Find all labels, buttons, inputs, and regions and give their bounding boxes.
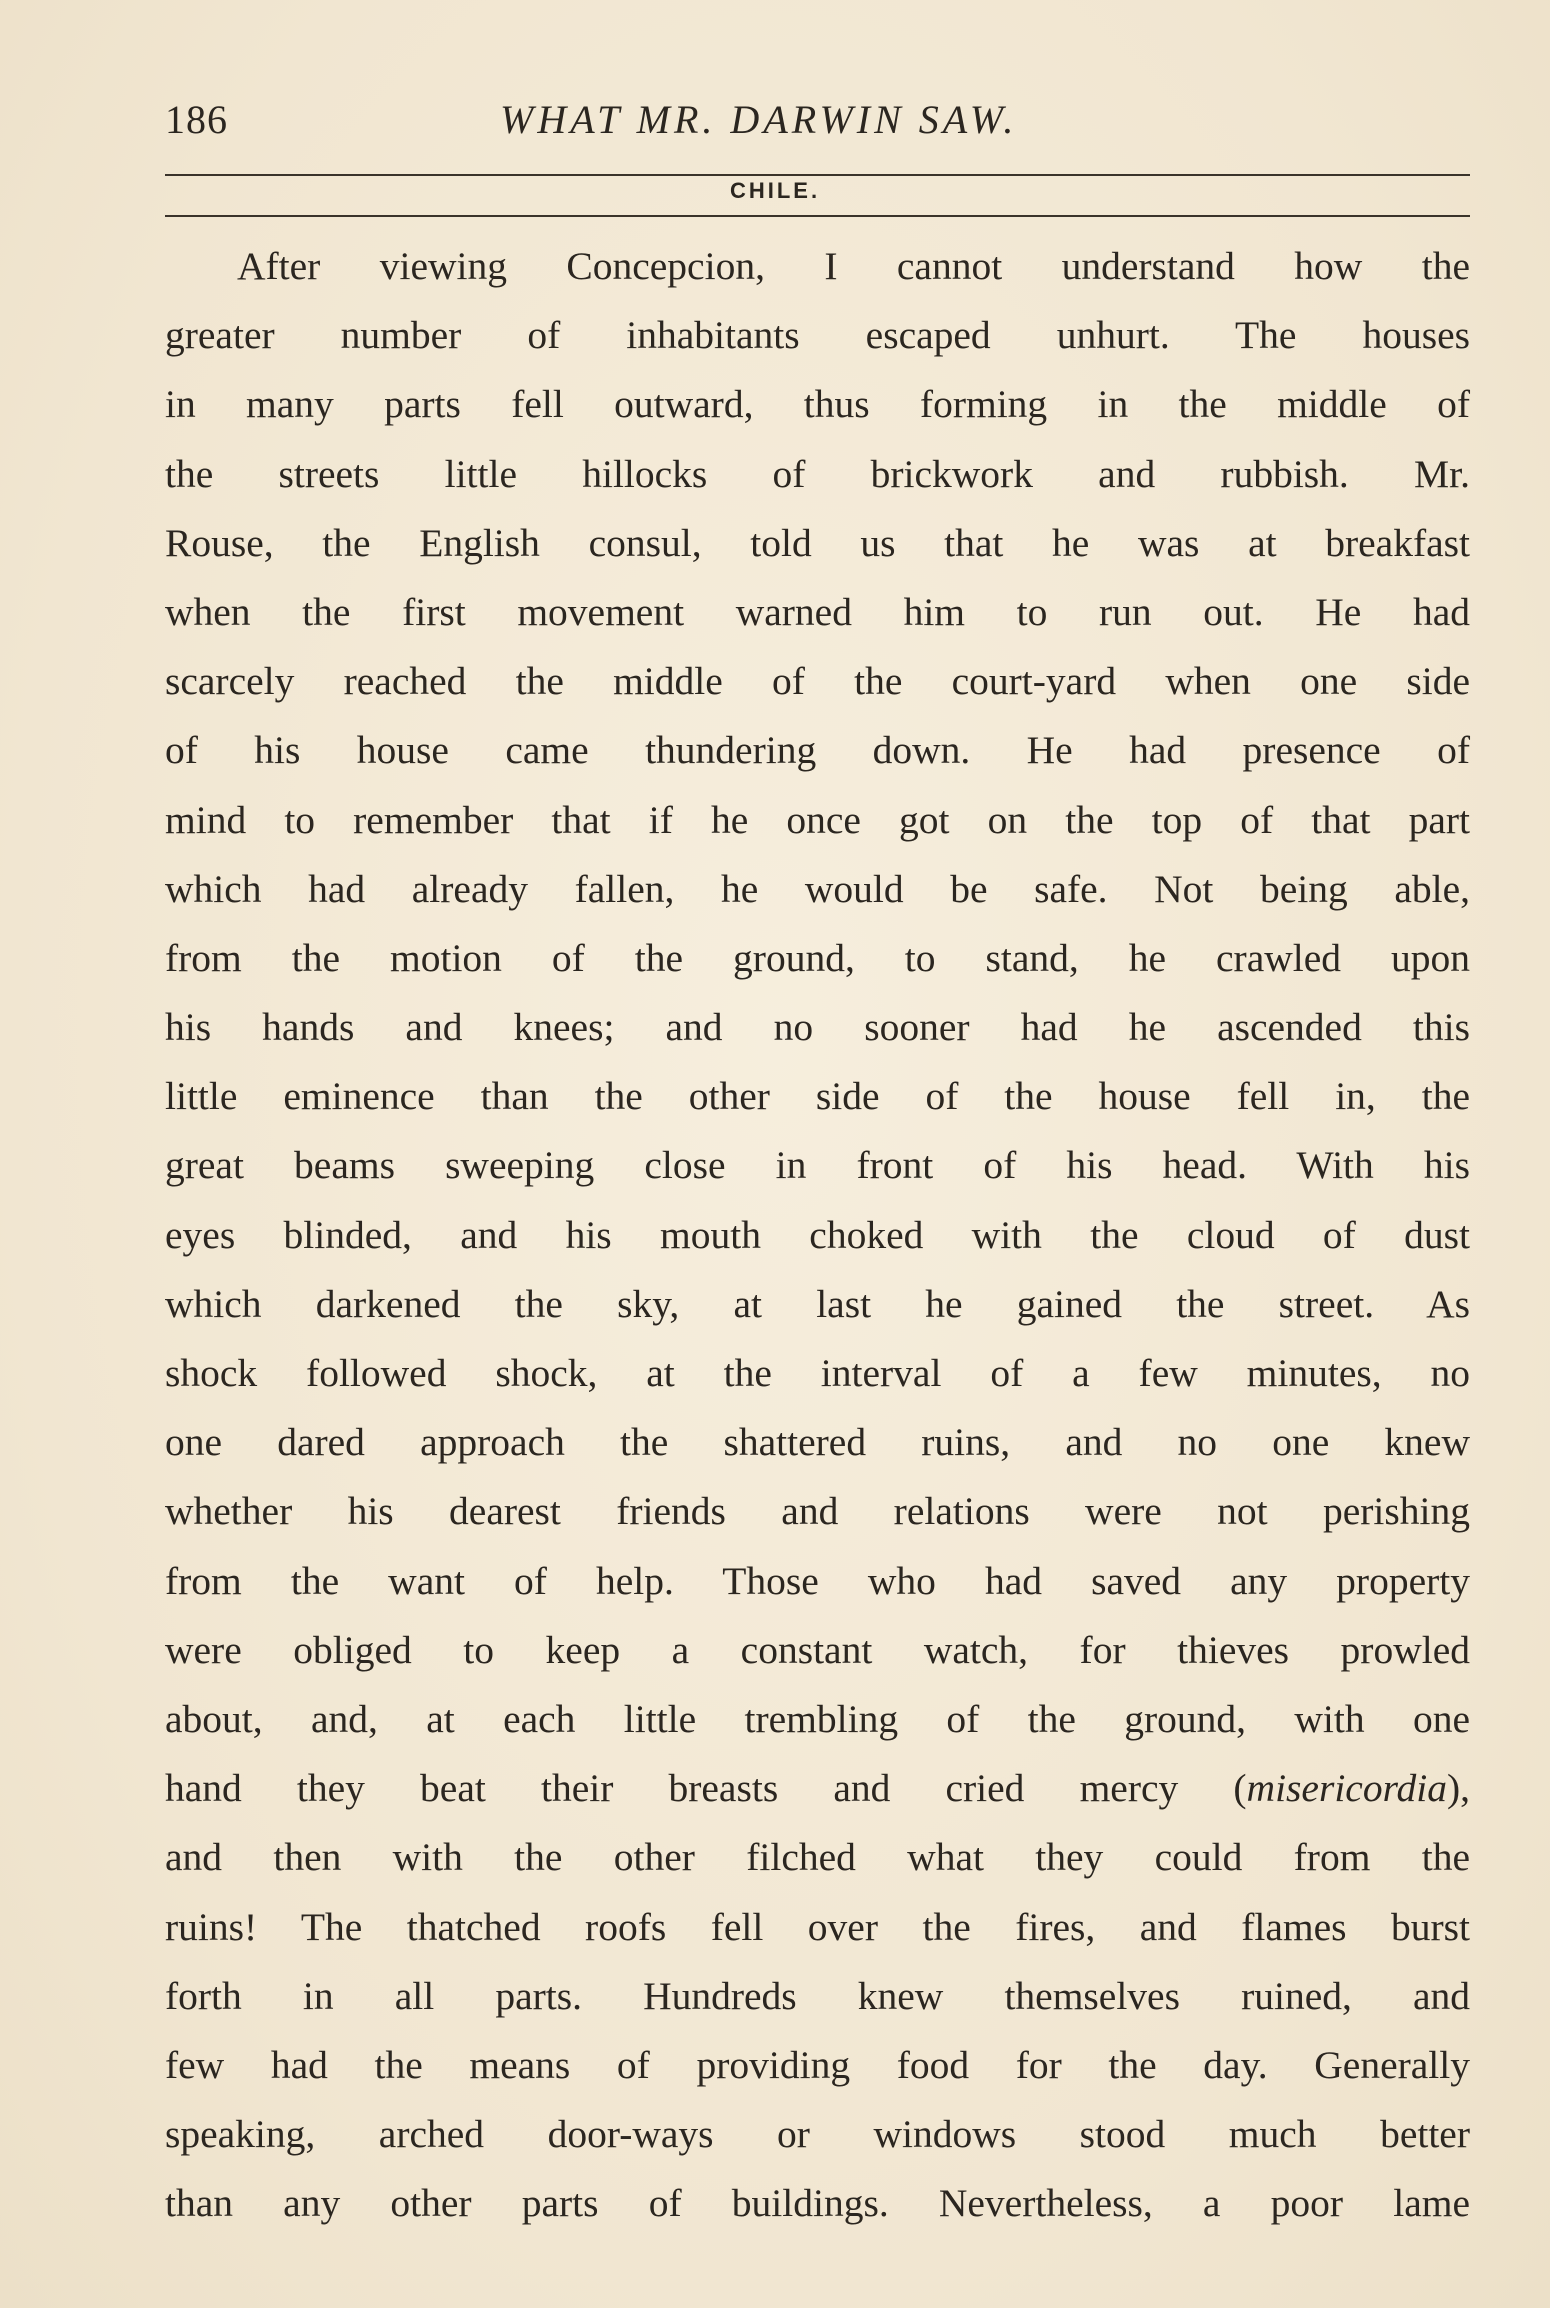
text-line: speaking, arched door-ways or windows stood much better bbox=[165, 2112, 1470, 2157]
chapter-heading: CHILE. bbox=[729, 178, 821, 203]
book-title: WHAT MR. DARWIN SAW. bbox=[500, 97, 1018, 142]
italic-term: misericordia bbox=[1246, 1766, 1447, 1811]
text-line: whether his dearest friends and relations were not perishing bbox=[165, 1489, 1470, 1534]
text-line: and then with the other filched what they could from the bbox=[165, 1835, 1470, 1880]
text-line: Rouse, the English consul, told us that he was at breakfast bbox=[165, 520, 1470, 565]
text-line: of his house came thundering down. He had presence of bbox=[165, 728, 1470, 773]
text-line: great beams sweeping close in front of his head. With his bbox=[165, 1143, 1470, 1188]
running-head bbox=[165, 96, 1470, 156]
text-line: After viewing Concepcion, I cannot understand how the bbox=[237, 244, 1470, 288]
text-line: one dared approach the shattered ruins, and no one knew bbox=[165, 1420, 1470, 1465]
text-line: when the first movement warned him to run out. He had bbox=[165, 589, 1470, 634]
text-line-with-italic bbox=[165, 1754, 1470, 1823]
text-line: greater number of inhabitants escaped unhurt. The houses bbox=[165, 313, 1470, 358]
text-line: his hands and knees; and no sooner had he ascended this bbox=[165, 1005, 1470, 1050]
text-line: from the motion of the ground, to stand, he crawled upon bbox=[165, 935, 1470, 980]
text-line: ruins! The thatched roofs fell over the fires, and flames burst bbox=[165, 1904, 1470, 1949]
text-line: which had already fallen, he would be safe. Not being able, bbox=[165, 866, 1470, 911]
text-line: were obliged to keep a constant watch, for thieves prowled bbox=[165, 1627, 1470, 1672]
text-line: few had the means of providing food for the day. Generally bbox=[165, 2042, 1470, 2087]
text-line: in many parts fell outward, thus forming in the middle of bbox=[165, 382, 1470, 427]
text-line: little eminence than the other side of the house fell in, the bbox=[165, 1074, 1470, 1119]
text-line: about, and, at each little trembling of the ground, with one bbox=[165, 1696, 1470, 1741]
header-rule-bottom bbox=[165, 215, 1470, 217]
page-number: 186 bbox=[165, 97, 228, 142]
text-line: scarcely reached the middle of the court-yard when one side bbox=[165, 659, 1470, 704]
text-line: forth in all parts. Hundreds knew themselves ruined, and bbox=[165, 1973, 1470, 2018]
text-segment: ), bbox=[1446, 1766, 1470, 1811]
text-line: shock followed shock, at the interval of a few minutes, no bbox=[165, 1351, 1470, 1395]
text-line: mind to remember that if he once got on the top of that part bbox=[165, 797, 1470, 842]
text-line: the streets little hillocks of brickwork and rubbish. Mr. bbox=[165, 451, 1470, 496]
text-line: than any other parts of buildings. Nevertheless, a poor lame bbox=[165, 2181, 1470, 2226]
text-segment: hand they beat their breasts and cried mercy ( bbox=[165, 1766, 1247, 1811]
text-line: eyes blinded, and his mouth choked with the cloud of dust bbox=[165, 1212, 1470, 1257]
text-line: from the want of help. Those who had saved any property bbox=[165, 1558, 1470, 1603]
header-rule-top bbox=[165, 174, 1470, 176]
body-text bbox=[165, 232, 1470, 2238]
text-line: which darkened the sky, at last he gained the street. As bbox=[165, 1281, 1470, 1326]
